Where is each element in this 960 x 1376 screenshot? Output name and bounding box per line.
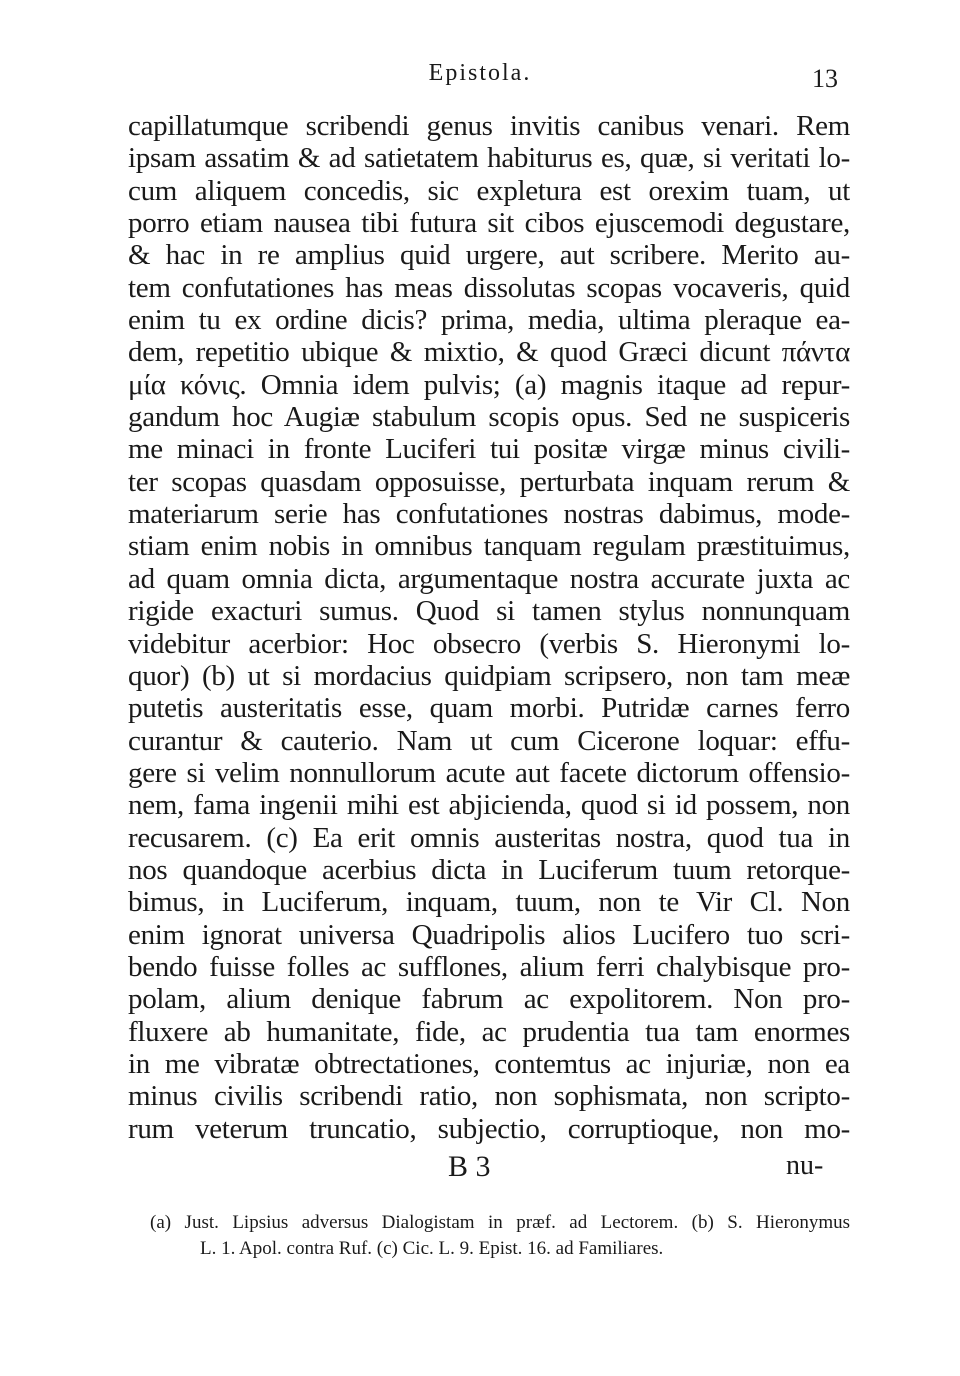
text-line: rum veterum truncatio, subjectio, corruptioque, non mo-: [128, 1112, 850, 1145]
text-line: ipsam assatim & ad satietatem habiturus es, quæ, si veritati lo-: [128, 142, 850, 175]
running-title: Epistola.: [428, 60, 532, 86]
signature-line: [0, 1150, 960, 1184]
text-line: in me vibratæ obtrectationes, contemtus ac injuriæ, non ea: [128, 1047, 850, 1080]
footnote-line: (a) Just. Lipsius adversus Dialogistam in præf. ad Lectorem. (b) S. Hieronymus: [150, 1212, 850, 1233]
page-number: 13: [812, 64, 838, 93]
signature-mark: B 3: [448, 1150, 491, 1183]
text-line: polam, alium denique fabrum ac expolitorem. Non pro-: [128, 983, 850, 1016]
text-line: materiarum serie has confutationes nostras dabimus, mode-: [128, 498, 850, 531]
text-line: minus civilis scribendi ratio, non sophismata, non scripto-: [128, 1080, 850, 1113]
text-line: μία κόνις. Omnia idem pulvis; (a) magnis itaque ad repur-: [128, 368, 850, 401]
catchword: nu-: [786, 1150, 824, 1181]
text-line: me minaci in fronte Luciferi tui positæ virgæ minus civili-: [128, 433, 850, 466]
text-line: bimus, in Luciferum, inquam, tuum, non te Vir Cl. Non: [128, 886, 850, 919]
text-line: recusarem. (c) Ea erit omnis austeritas nostra, quod tua in: [128, 821, 850, 854]
text-line: quor) (b) ut si mordacius quidpiam scripsero, non tam meæ: [128, 659, 850, 692]
text-line: gere si velim nonnullorum acute aut facete dictorum offensio-: [128, 756, 850, 789]
text-line: enim ignorat universa Quadripolis alios Lucifero tuo scri-: [128, 918, 850, 951]
text-line: gandum hoc Augiæ stabulum scopis opus. Sed ne suspiceris: [128, 401, 850, 434]
footnote-line: L. 1. Apol. contra Ruf. (c) Cic. L. 9. Epist. 16. ad Familiares.: [200, 1238, 664, 1259]
text-line: ter scopas quasdam opposuisse, perturbata inquam rerum &: [128, 465, 850, 498]
body-text: [128, 110, 850, 1145]
text-line: nos quandoque acerbius dicta in Luciferum tuum retorque-: [128, 853, 850, 886]
text-line: cum aliquem concedis, sic expletura est orexim tuam, ut: [128, 174, 850, 207]
text-line: curantur & cauterio. Nam ut cum Cicerone loquar: effu-: [128, 724, 850, 757]
text-line: rigide exacturi sumus. Quod si tamen stylus nonnunquam: [128, 595, 850, 628]
text-line: videbitur acerbior: Hoc obsecro (verbis S. Hieronymi lo-: [128, 627, 850, 660]
text-line: tem confutationes has meas dissolutas scopas vocaveris, quid: [128, 271, 850, 304]
text-line: nem, fama ingenii mihi est abjicienda, quod si id possem, non: [128, 789, 850, 822]
text-line: bendo fuisse folles ac sufflones, alium ferri chalybisque pro-: [128, 950, 850, 983]
text-line: dem, repetitio ubique & mixtio, & quod Græci dicunt πάντα: [128, 336, 850, 369]
text-line: ad quam omnia dicta, argumentaque nostra accurate juxta ac: [128, 562, 850, 595]
text-line: stiam enim nobis in omnibus tanquam regulam præstituimus,: [128, 530, 850, 563]
text-line: & hac in re amplius quid urgere, aut scribere. Merito au-: [128, 239, 850, 272]
text-line: putetis austeritatis esse, quam morbi. Putridæ carnes ferro: [128, 692, 850, 725]
text-line: enim tu ex ordine dicis? prima, media, ultima pleraque ea-: [128, 304, 850, 337]
footnotes: [150, 1210, 850, 1262]
text-line: capillatumque scribendi genus invitis canibus venari. Rem: [128, 110, 850, 142]
text-line: fluxere ab humanitate, fide, ac prudentia tua tam enormes: [128, 1015, 850, 1048]
text-line: porro etiam nausea tibi futura sit cibos ejuscemodi degustare,: [128, 207, 850, 240]
